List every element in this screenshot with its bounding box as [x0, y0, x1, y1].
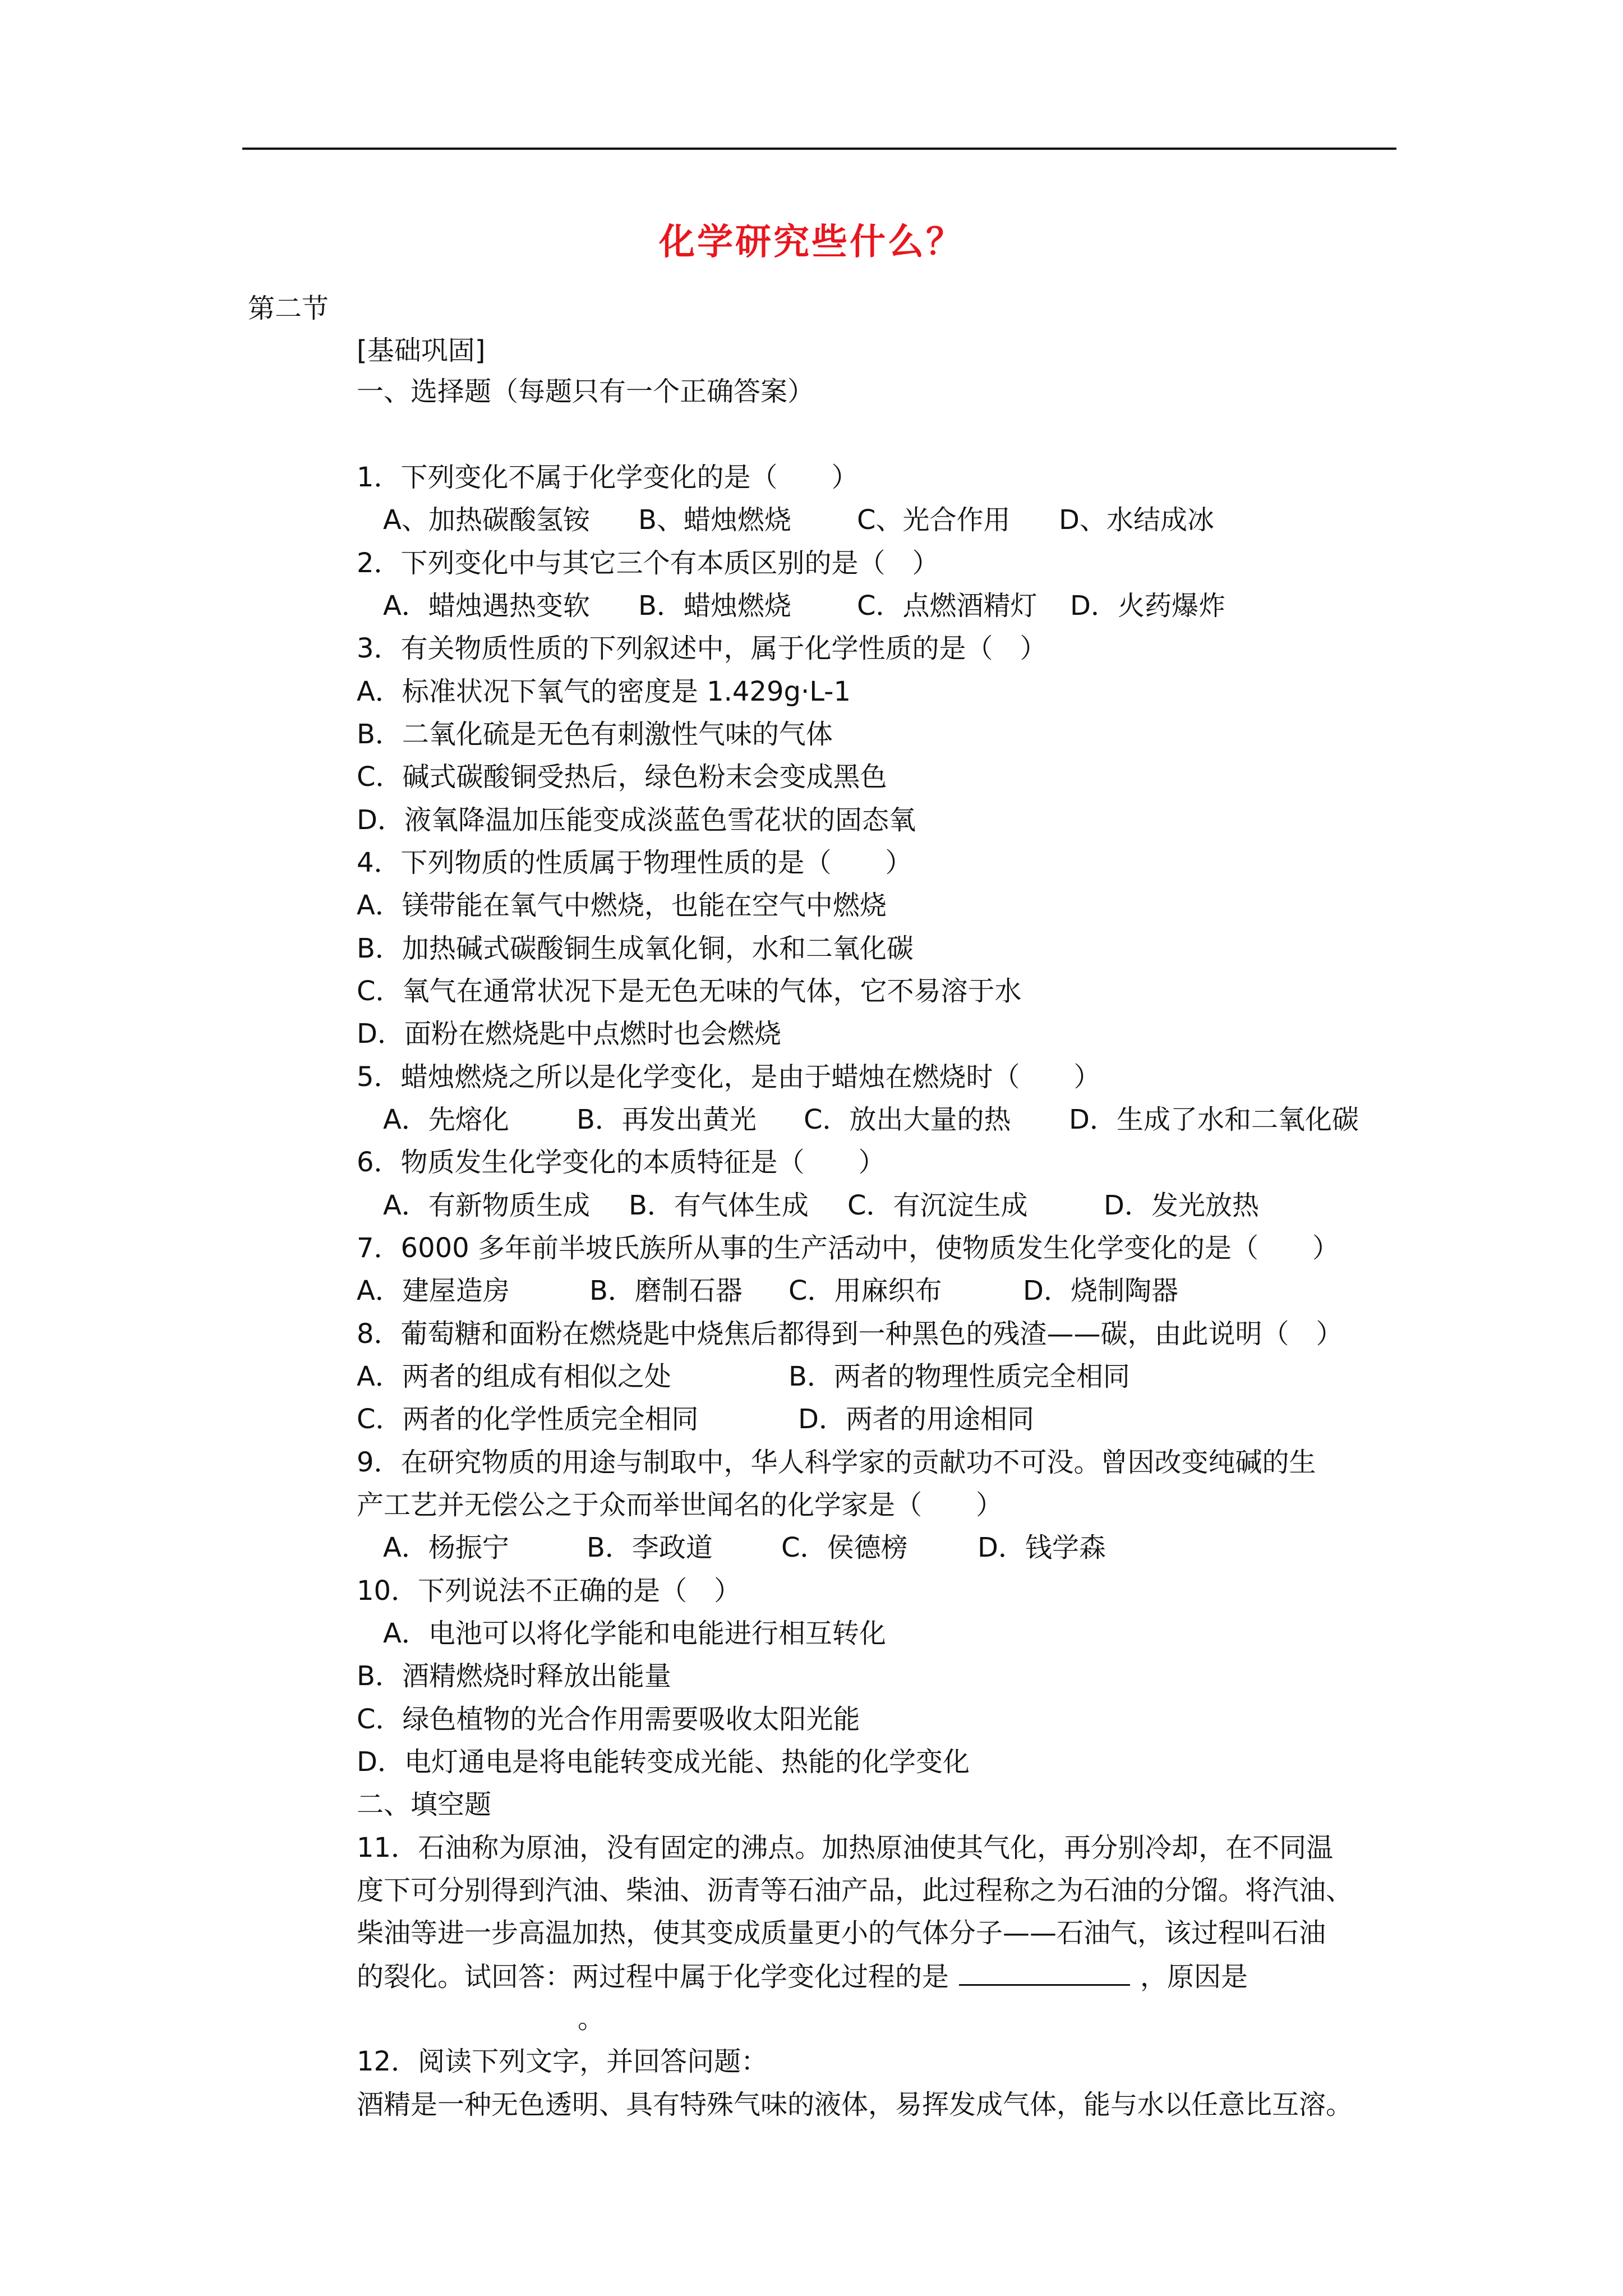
- q2-stem: 2．下列变化中与其它三个有本质区别的是（ ）: [357, 547, 939, 579]
- q11-line3: 柴油等进一步高温加热，使其变成质量更小的气体分子——石油气，该过程叫石油: [357, 1917, 1326, 1949]
- q10-stem: 10．下列说法不正确的是（ ）: [357, 1575, 741, 1607]
- q9-stem-line1: 9．在研究物质的用途与制取中，华人科学家的贡献功不可没。曾因改变纯碱的生: [357, 1447, 1316, 1478]
- q11-line1: 11．石油称为原油，没有固定的沸点。加热原油使其气化，再分别冷却，在不同温: [357, 1832, 1334, 1864]
- q6-stem: 6．物质发生化学变化的本质特征是（ ）: [357, 1147, 886, 1178]
- q6-option-c: C．有沉淀生成: [847, 1190, 1028, 1221]
- q5-option-d: D．生成了水和二氧化碳: [1069, 1104, 1359, 1135]
- q5-option-a: A．先熔化: [383, 1104, 509, 1135]
- q1-option-d: D、水结成冰: [1059, 504, 1214, 536]
- q4-option-b: B．加热碱式碳酸铜生成氧化铜，水和二氧化碳: [357, 933, 914, 964]
- q5-stem: 5．蜡烛燃烧之所以是化学变化，是由于蜡烛在燃烧时（ ）: [357, 1061, 1101, 1093]
- q8-option-b: B．两者的物理性质完全相同: [789, 1361, 1130, 1392]
- q3-option-d: D．液氧降温加压能变成淡蓝色雪花状的固态氧: [357, 804, 916, 836]
- q8-option-c: C．两者的化学性质完全相同: [357, 1404, 699, 1435]
- q11-line5: 。: [578, 2003, 605, 2035]
- part1-heading: 一、选择题（每题只有一个正确答案）: [357, 376, 815, 407]
- q5-option-c: C．放出大量的热: [804, 1104, 1011, 1135]
- q4-stem: 4．下列物质的性质属于物理性质的是（ ）: [357, 847, 912, 878]
- q6-option-a: A．有新物质生成: [383, 1190, 590, 1221]
- q8-option-a: A．两者的组成有相似之处: [357, 1361, 671, 1392]
- q10-option-b: B．酒精燃烧时释放出能量: [357, 1660, 671, 1692]
- q1-option-c: C、光合作用: [857, 504, 1011, 536]
- q9-option-a: A．杨振宁: [383, 1532, 509, 1563]
- q4-option-c: C．氧气在通常状况下是无色无味的气体，它不易溶于水: [357, 976, 1022, 1007]
- q6-option-b: B．有气体生成: [629, 1190, 809, 1221]
- q10-option-c: C．绿色植物的光合作用需要吸收太阳光能: [357, 1704, 860, 1735]
- q11-line2: 度下可分别得到汽油、柴油、沥青等石油产品，此过程称之为石油的分馏。将汽油、: [357, 1875, 1353, 1906]
- q1-option-b: B、蜡烛燃烧: [638, 504, 791, 536]
- q4-option-d: D．面粉在燃烧匙中点燃时也会燃烧: [357, 1018, 781, 1050]
- q9-stem-line2: 产工艺并无偿公之于众而举世闻名的化学家是（ ）: [357, 1489, 1003, 1521]
- basic-heading: [基础巩固]: [357, 335, 486, 366]
- section-label: 第二节: [248, 293, 329, 324]
- q8-option-d: D．两者的用途相同: [798, 1404, 1034, 1435]
- q12-stem: 12．阅读下列文字，并回答问题：: [357, 2046, 768, 2077]
- q3-option-c: C．碱式碳酸铜受热后，绿色粉末会变成黑色: [357, 761, 887, 793]
- q11-line4: [357, 1959, 1248, 1994]
- q3-option-a: A．标准状况下氧气的密度是 1.429g·L-1: [357, 676, 851, 707]
- q12-text: 酒精是一种无色透明、具有特殊气味的液体，易挥发成气体，能与水以任意比互溶。: [357, 2089, 1353, 2120]
- q11-line4-text: 的裂化。试回答：两过程中属于化学变化过程的是: [357, 1961, 949, 1993]
- q9-option-c: C．侯德榜: [781, 1532, 908, 1563]
- q7-option-c: C．用麻织布: [789, 1275, 942, 1306]
- q9-option-b: B．李政道: [587, 1532, 713, 1563]
- q7-option-a: A．建屋造房: [357, 1275, 510, 1306]
- q2-option-d: D．火药爆炸: [1070, 590, 1225, 622]
- q11-answer-blank[interactable]: [959, 1959, 1130, 1986]
- q4-option-a: A．镁带能在氧气中燃烧，也能在空气中燃烧: [357, 890, 887, 921]
- q1-stem: 1．下列变化不属于化学变化的是（ ）: [357, 462, 859, 493]
- header-rule: [242, 148, 1396, 150]
- part2-heading: 二、填空题: [357, 1789, 492, 1820]
- page-title: 化学研究些什么？: [659, 222, 964, 263]
- q7-stem: 7．6000 多年前半坡氏族所从事的生产活动中，使物质发生化学变化的是（ ）: [357, 1232, 1339, 1264]
- q9-option-d: D．钱学森: [978, 1532, 1106, 1563]
- q3-option-b: B．二氧化硫是无色有刺激性气味的气体: [357, 719, 833, 750]
- q6-option-d: D．发光放热: [1104, 1190, 1259, 1221]
- q7-option-b: B．磨制石器: [589, 1275, 743, 1306]
- q2-option-b: B．蜡烛燃烧: [638, 590, 791, 622]
- q7-option-d: D．烧制陶器: [1023, 1275, 1178, 1306]
- q10-option-a: A．电池可以将化学能和电能进行相互转化: [383, 1618, 886, 1649]
- q11-line4-reason: ，原因是: [1140, 1961, 1248, 1993]
- q3-stem: 3．有关物质性质的下列叙述中，属于化学性质的是（ ）: [357, 633, 1047, 664]
- q10-option-d: D．电灯通电是将电能转变成光能、热能的化学变化: [357, 1746, 970, 1778]
- q2-option-c: C．点燃酒精灯: [857, 590, 1038, 622]
- q5-option-b: B．再发出黄光: [577, 1104, 757, 1135]
- q8-stem: 8．葡萄糖和面粉在燃烧匙中烧焦后都得到一种黑色的残渣——碳，由此说明（ ）: [357, 1318, 1343, 1350]
- q2-option-a: A．蜡烛遇热变软: [383, 590, 590, 622]
- q1-option-a: A、加热碳酸氢铵: [383, 504, 590, 536]
